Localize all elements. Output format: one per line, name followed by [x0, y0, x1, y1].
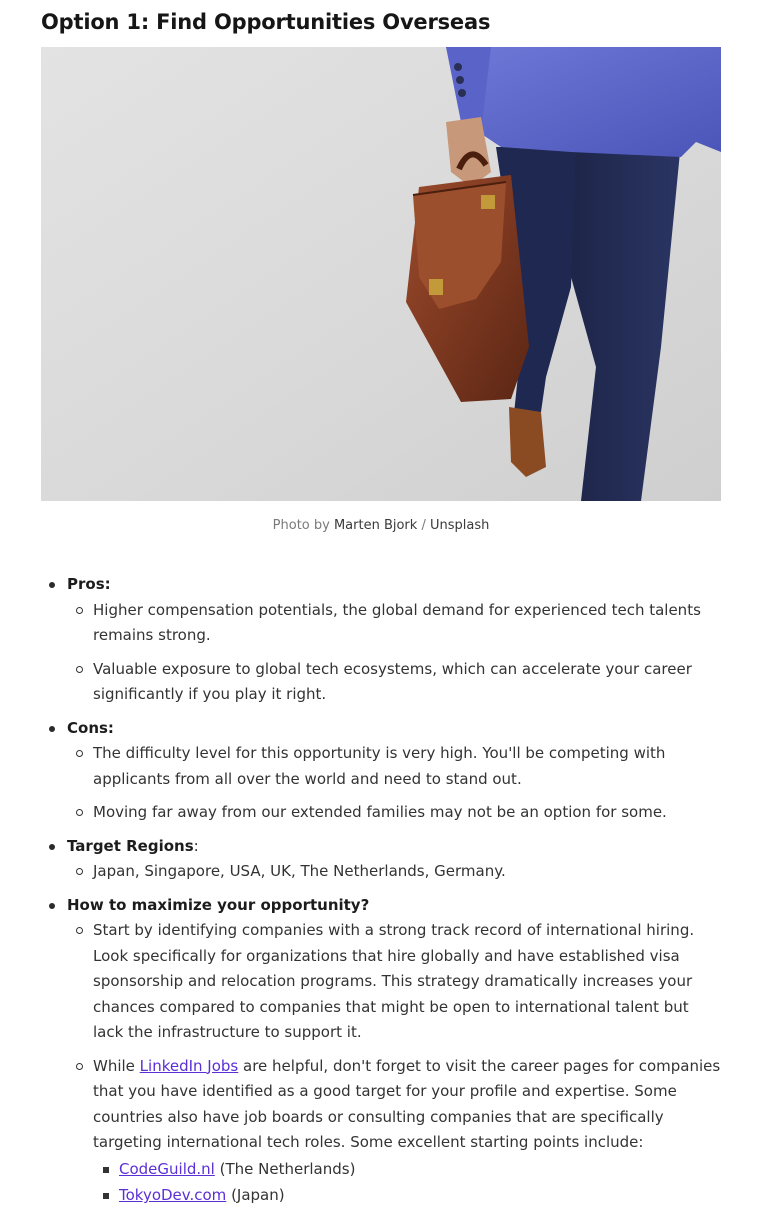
- list-item: Valuable exposure to global tech ecosystems, which can accelerate your career significantly if you play it right.: [67, 657, 721, 708]
- item-text-prefix: While: [93, 1056, 140, 1075]
- resource-item: [93, 1183, 721, 1209]
- section-heading: Option 1: Find Opportunities Overseas: [41, 10, 491, 34]
- linkedin-jobs-link[interactable]: LinkedIn Jobs: [139, 1056, 239, 1075]
- resource-item: [93, 1157, 721, 1183]
- list-item-cons: [41, 716, 721, 826]
- list-item-maximize: [41, 893, 721, 1209]
- regions-label-suffix: :: [193, 836, 199, 855]
- codeguild-link[interactable]: CodeGuild.nl: [119, 1159, 215, 1178]
- details-list: [41, 572, 721, 1209]
- photo-author-link[interactable]: Marten Bjork: [333, 518, 418, 533]
- list-item: Moving far away from our extended families may not be an option for some.: [67, 800, 721, 826]
- maximize-sublist: [67, 918, 721, 1209]
- photo-caption: [41, 517, 721, 535]
- regions-label: Target Regions: [67, 836, 194, 855]
- tokyodev-link[interactable]: TokyoDev.com: [119, 1186, 227, 1204]
- item-text-rest: are helpful, don't forget to visit the career pages for companies that you have identified as a good target for your profile and expertise. Some countries also have job boards or consulting companies that are specifically targeting international tech roles. Some excellent starting points include:: [93, 1056, 721, 1151]
- list-item: Higher compensation potentials, the global demand for experienced tech talents remains strong.: [67, 598, 721, 649]
- cons-label: Cons:: [67, 718, 114, 737]
- pros-label: Pros:: [67, 575, 111, 593]
- photo-source-link[interactable]: Unsplash: [429, 518, 490, 533]
- hero-figure: [41, 47, 721, 535]
- pros-sublist: [67, 598, 721, 708]
- maximize-label: How to maximize your opportunity?: [67, 895, 370, 914]
- resources-list: [93, 1157, 721, 1209]
- cons-sublist: [67, 741, 721, 826]
- resource-note: (Japan): [226, 1186, 285, 1204]
- caption-prefix: Photo by: [272, 518, 334, 533]
- caption-separator: /: [417, 518, 430, 533]
- list-item: [67, 1054, 721, 1209]
- list-item-target-regions: [41, 834, 721, 885]
- list-item: Japan, Singapore, USA, UK, The Netherlands, Germany.: [67, 859, 721, 885]
- regions-sublist: [67, 859, 721, 885]
- list-item: The difficulty level for this opportunity is very high. You'll be competing with applicants from all over the world and need to stand out.: [67, 741, 721, 792]
- list-item-pros: [41, 572, 721, 708]
- list-item: Start by identifying companies with a strong track record of international hiring. Look specifically for organizations that hire globally and have established visa sponsorship and relocation programs. This strategy dramatically increases your chances compared to companies that might be open to international talent but lack the infrastructure to support it.: [67, 918, 721, 1046]
- resource-note: (The Netherlands): [214, 1159, 356, 1178]
- article-body: [41, 0, 721, 1217]
- hero-photo: [41, 47, 721, 501]
